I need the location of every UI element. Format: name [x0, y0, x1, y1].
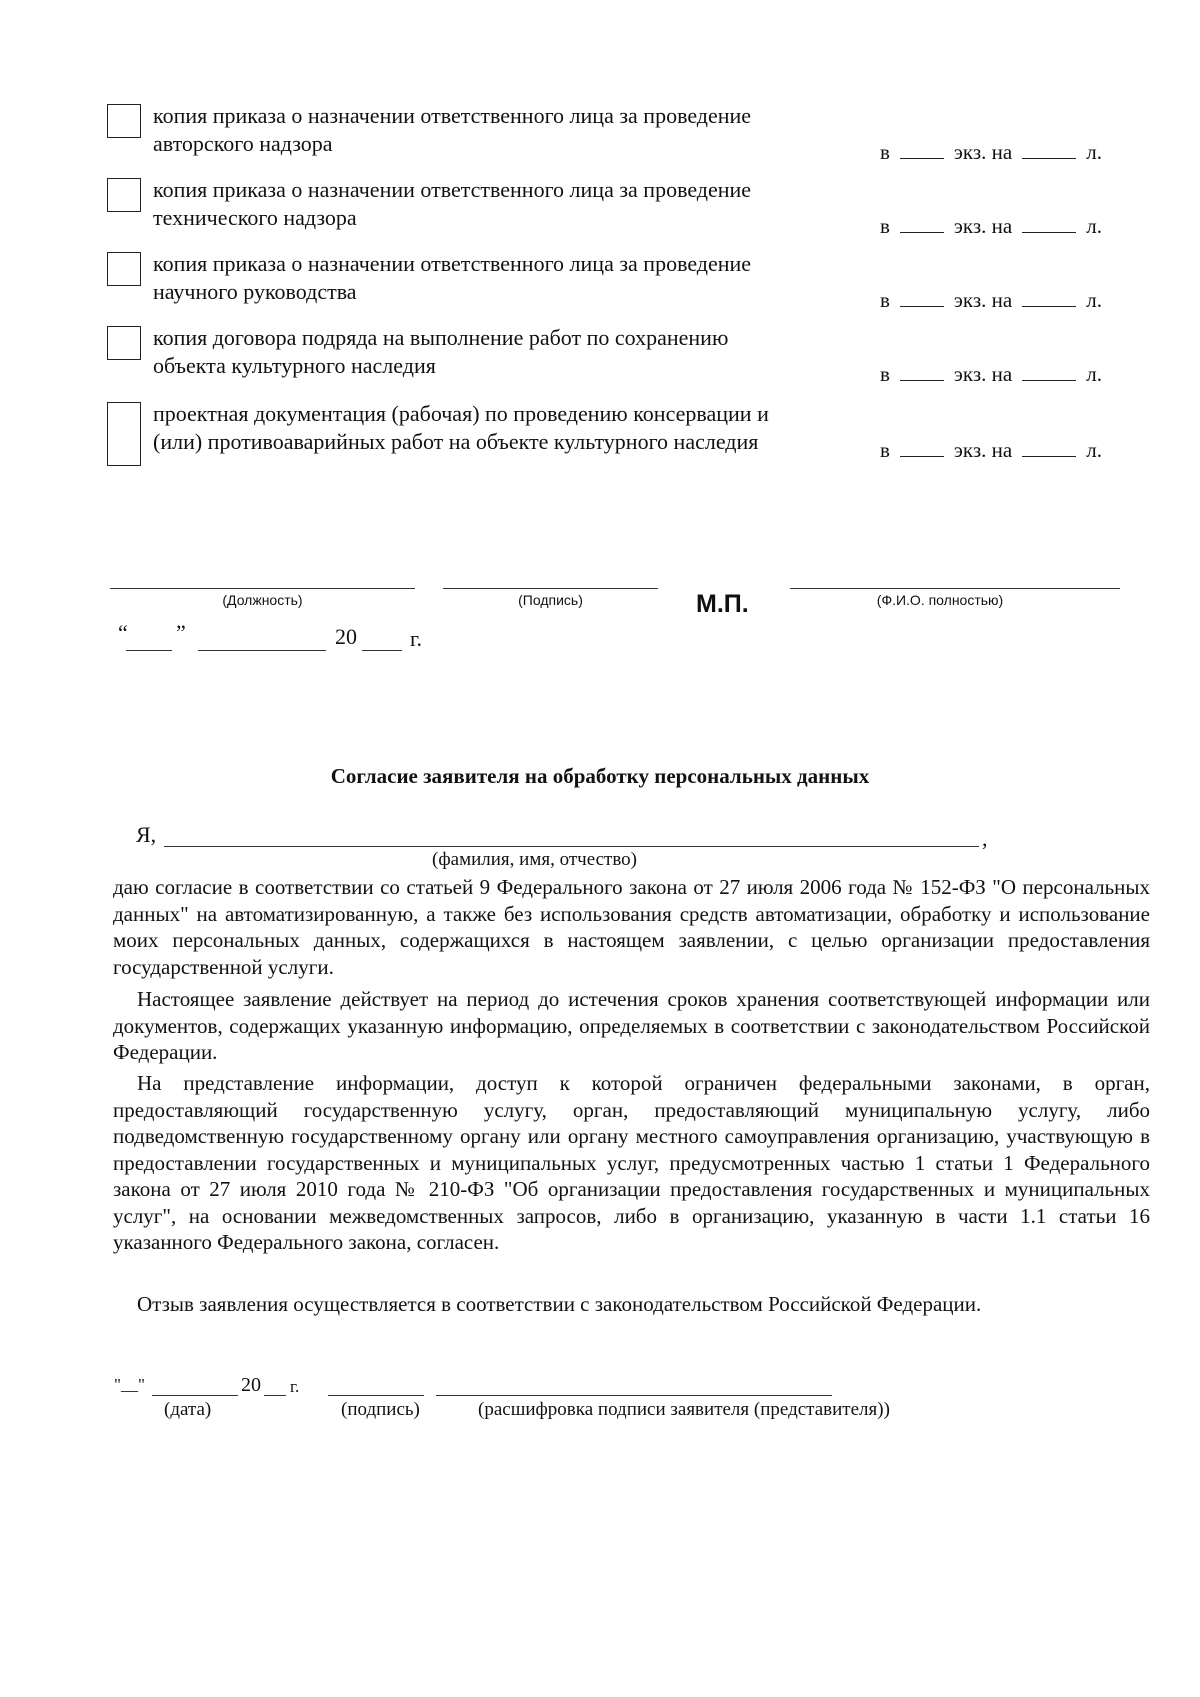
- checklist-item: [0, 102, 1200, 168]
- stamp-label: М.П.: [696, 590, 749, 618]
- consent-paragraph-4: Отзыв заявления осуществляется в соответствии с законодательством Российской Федерации.: [137, 1292, 982, 1316]
- date-close-quote: ”: [176, 620, 186, 645]
- name-caption: (Ф.И.О. полностью): [876, 592, 1004, 608]
- copies-field: в экз. на л.: [880, 140, 1102, 164]
- sheets-count-blank[interactable]: [1022, 436, 1076, 457]
- signature-caption: (Подпись): [518, 592, 583, 608]
- fio-line[interactable]: [164, 846, 979, 847]
- date-suffix: г.: [410, 626, 423, 651]
- checkbox[interactable]: [107, 252, 141, 286]
- fio-comma: ,: [982, 826, 988, 851]
- signature-line[interactable]: [443, 588, 658, 589]
- bottom-signature-line[interactable]: [328, 1395, 424, 1396]
- date-month-blank[interactable]: [198, 650, 326, 651]
- caption-decode: (расшифровка подписи заявителя (представителя)): [478, 1399, 890, 1420]
- checklist-item: [0, 176, 1200, 242]
- bottom-decode-line[interactable]: [436, 1395, 832, 1396]
- consent-paragraph-2: Настоящее заявление действует на период до истечения сроков хранения соответствующей информации или документов, содержащих указанную информацию, определяемых в соответствии с законодательством Российской Федерации.: [113, 987, 1150, 1064]
- caption-date: (дата): [164, 1399, 212, 1420]
- position-line[interactable]: [110, 588, 415, 589]
- position-caption: (Должность): [222, 592, 303, 608]
- checklist-item-text: копия приказа о назначении ответственного лица за проведение авторского надзора: [153, 103, 752, 156]
- checkbox[interactable]: [107, 326, 141, 360]
- caption-signature: (подпись): [341, 1399, 420, 1420]
- checklist-item: [0, 324, 1200, 390]
- consent-paragraph-3: На представление информации, доступ к которой ограничен федеральными законами, в орган, предоставляющий государственную услугу, орган, предоставляющий муниципальную услугу, либо подведомственную государственному органу или органу местного самоуправления организацию, участвующую в предоставлении государственных и муниципальных услуг, предусмотренных частью 1 статьи 1 Федерального закона от 27 июля 2010 года № 210-ФЗ "Об организации предоставления государственных и муниципальных услуг", на основании межведомственных запросов, либо в организацию, указанную в части 1.1 статьи 16 указанного Федерального закона, согласен.: [113, 1071, 1150, 1254]
- checklist-item-text: копия договора подряда на выполнение работ по сохранению объекта культурного наследия: [153, 325, 729, 378]
- checklist-item: [0, 250, 1200, 316]
- checklist-item-text: копия приказа о назначении ответственного лица за проведение научного руководства: [153, 251, 752, 304]
- bottom-year-blank[interactable]: [264, 1395, 286, 1396]
- sheets-count-blank[interactable]: [1022, 138, 1076, 159]
- date-year: 20: [335, 624, 357, 649]
- bottom-year-suffix: г.: [290, 1377, 300, 1396]
- fio-caption: (фамилия, имя, отчество): [432, 849, 638, 870]
- consent-title: Согласие заявителя на обработку персональных данных: [330, 764, 870, 788]
- date-year-blank[interactable]: [362, 650, 402, 651]
- copies-field: в экз. на л.: [880, 214, 1102, 238]
- checklist-item: [0, 400, 1200, 466]
- bottom-year: 20: [241, 1374, 261, 1396]
- name-line[interactable]: [790, 588, 1120, 589]
- checklist-item-text: копия приказа о назначении ответственного лица за проведение технического надзора: [153, 177, 752, 230]
- copies-field: в экз. на л.: [880, 288, 1102, 312]
- sheets-count-blank[interactable]: [1022, 286, 1076, 307]
- copies-count-blank[interactable]: [900, 138, 944, 159]
- copies-count-blank[interactable]: [900, 436, 944, 457]
- copies-field: в экз. на л.: [880, 438, 1102, 462]
- date-open-quote: “: [118, 620, 128, 645]
- bottom-date-quotes: "__": [114, 1375, 145, 1394]
- checkbox[interactable]: [107, 402, 141, 466]
- sheets-count-blank[interactable]: [1022, 212, 1076, 233]
- copies-count-blank[interactable]: [900, 286, 944, 307]
- bottom-date-blank[interactable]: [152, 1395, 238, 1396]
- copies-count-blank[interactable]: [900, 360, 944, 381]
- checklist-item-text: проектная документация (рабочая) по проведению консервации и (или) противоаварийных работ на объекте культурного наследия: [153, 401, 769, 454]
- consent-paragraph-1: даю согласие в соответствии со статьей 9 Федерального закона от 27 июля 2006 года № 152-ФЗ "О персональных данных" на автоматизированную, а также без использования средств автоматизации, обработку и использование моих персональных данных, содержащихся в настоящем заявлении, с целью организации предоставления государственной услуги.: [113, 875, 1150, 979]
- date-day-blank[interactable]: [126, 650, 172, 651]
- sheets-count-blank[interactable]: [1022, 360, 1076, 381]
- checkbox[interactable]: [107, 178, 141, 212]
- i-label: Я,: [136, 822, 157, 847]
- checkbox[interactable]: [107, 104, 141, 138]
- copies-field: в экз. на л.: [880, 362, 1102, 386]
- copies-count-blank[interactable]: [900, 212, 944, 233]
